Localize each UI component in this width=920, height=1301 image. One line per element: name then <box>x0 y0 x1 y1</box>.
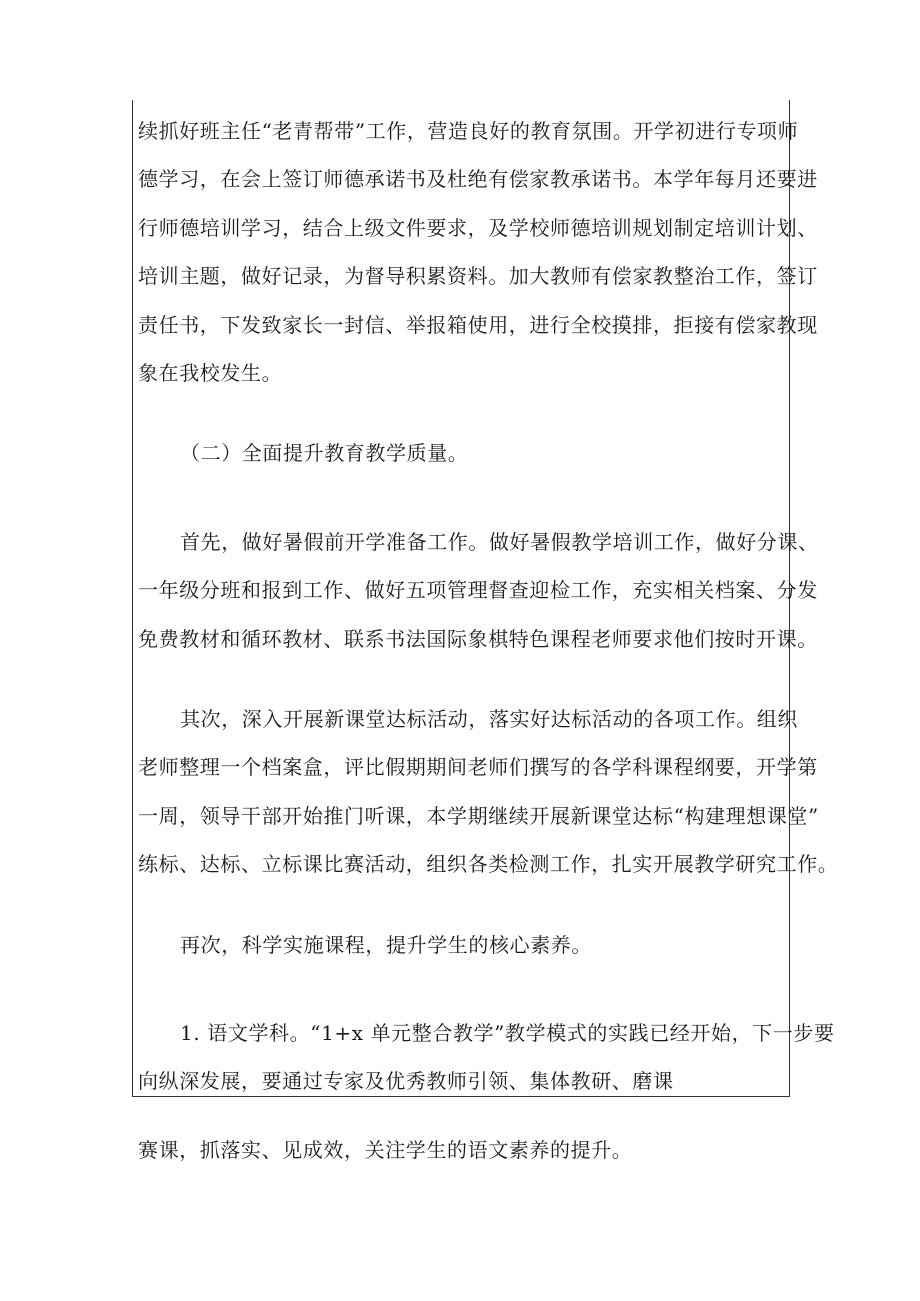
continuation-text: 赛课，抓落实、见成效，关注学生的语文素养的提升。 <box>138 1138 633 1162</box>
text-line: 培训主题，做好记录，为督导积累资料。加大教师有偿家教整治工作，签订 <box>138 264 818 288</box>
text-line: 德学习，在会上签订师德承诺书及杜绝有偿家教承诺书。本学年每月还要进 <box>138 167 818 191</box>
text-line: 其次，深入开展新课堂达标活动，落实好达标活动的各项工作。组织 <box>180 707 798 731</box>
text-line: 续抓好班主任“老青帮带”工作，营造良好的教育氛围。开学初进行专项师 <box>138 119 799 143</box>
text-line: 1. 语文学科。“1+x 单元整合教学”教学模式的实践已经开始，下一步要 <box>180 1021 835 1045</box>
text-line: 练标、达标、立标课比赛活动，组织各类检测工作，扎实开展教学研究工作。 <box>138 852 839 876</box>
text-line: 免费教材和循环教材、联系书法国际象棋特色课程老师要求他们按时开课。 <box>138 627 818 651</box>
text-line: 一周，领导干部开始推门听课，本学期继续开展新课堂达标“构建理想课堂” <box>138 804 819 828</box>
text-line: 一年级分班和报到工作、做好五项管理督查迎检工作，充实相关档案、分发 <box>138 578 818 602</box>
text-line: 向纵深发展，要通过专家及优秀教师引领、集体教研、磨课 <box>138 1069 674 1093</box>
text-line: 再次，科学实施课程，提升学生的核心素养。 <box>180 933 592 957</box>
text-line: 象在我校发生。 <box>138 361 283 385</box>
text-line: 首先，做好暑假前开学准备工作。做好暑假教学培训工作，做好分课、 <box>180 530 819 554</box>
section-heading: （二）全面提升教育教学质量。 <box>180 441 469 465</box>
text-line: 行师德培训学习，结合上级文件要求，及学校师德培训规划制定培训计划、 <box>138 216 818 240</box>
text-line: 责任书，下发致家长一封信、举报箱使用，进行全校摸排，拒接有偿家教现 <box>138 313 818 337</box>
text-line: 老师整理一个档案盒，评比假期期间老师们撰写的各学科课程纲要，开学第 <box>138 755 818 779</box>
